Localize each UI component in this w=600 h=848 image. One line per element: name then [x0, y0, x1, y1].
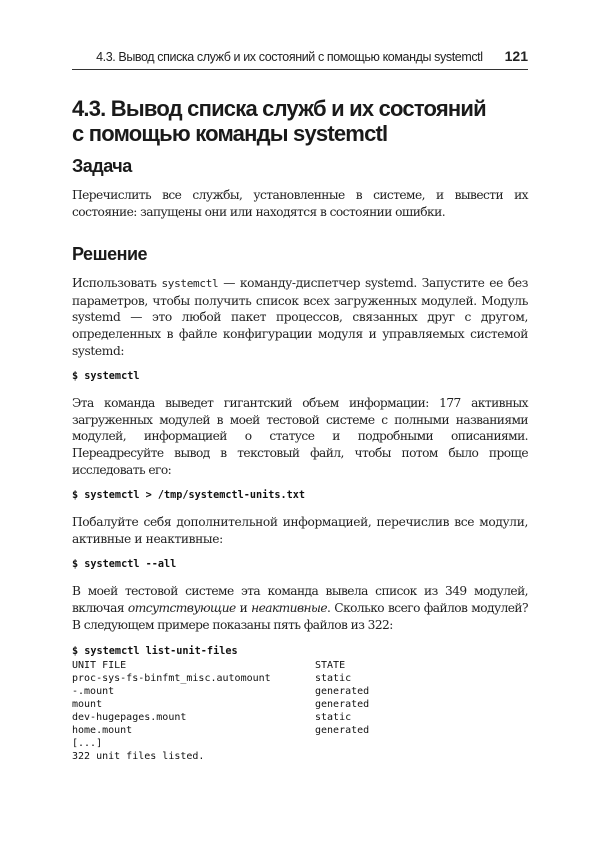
command-list-unit-files: $ systemctl list-unit-files: [72, 646, 238, 658]
table-row: [72, 672, 528, 685]
solution-paragraph-3: Побалуйте себя дополнительной информацией, перечислив все модули, активные и неактивные:: [72, 515, 528, 546]
output-footer: 322 unit files listed.: [72, 751, 205, 763]
running-title: 4.3. Вывод списка служб и их состояний с помощью команды systemctl: [96, 50, 483, 64]
p1-text-start: Использовать: [72, 276, 162, 291]
solution-paragraph-2: Эта команда выведет гигантский объем информации: 177 активных загруженных модулей в моей тестовой системе с полными названиями модулей, информацией о статусе и подробными описаниями. Переадресуйте вывод в текстовый файл, чтобы потом было проще исследовать его:: [72, 396, 528, 477]
p4-text-c: . Сколько всего файлов модулей? В следующем примере показаны пять файлов из 322:: [72, 600, 528, 632]
state-cell: static: [315, 673, 352, 685]
inline-code-systemctl: systemctl: [161, 277, 219, 291]
task-text: Перечислить все службы, установленные в системе, и вывести их состояние: запущены они или находятся в состоянии ошибки.: [72, 188, 528, 219]
section-title-line-1: 4.3. Вывод списка служб и их состояний: [72, 96, 486, 121]
p4-text-a: В моей тестовой системе эта команда вывела список из 349 модулей, включая: [72, 584, 528, 615]
header-state: STATE: [315, 660, 346, 672]
state-cell: static: [315, 712, 352, 724]
p4-text-b: и: [235, 600, 252, 615]
command-systemctl: $ systemctl: [72, 371, 140, 383]
state-cell: generated: [315, 686, 370, 698]
solution-paragraph-4: [72, 583, 528, 633]
header-unit-file: UNIT FILE: [72, 660, 127, 672]
page-content: [72, 96, 528, 763]
code-block-unit-files: [72, 645, 528, 763]
unit-file-cell: mount: [72, 699, 103, 711]
solution-heading: Решение: [72, 244, 148, 265]
running-header: [72, 48, 528, 70]
page-number: 121: [504, 48, 528, 64]
table-row: [72, 711, 528, 724]
state-cell: generated: [315, 699, 370, 711]
unit-file-cell: home.mount: [72, 725, 133, 737]
section-title: [72, 96, 528, 146]
p4-emphasis-missing: отсутствующие: [127, 600, 236, 615]
table-row: [72, 698, 528, 711]
p4-emphasis-inactive: неактивные: [251, 600, 328, 615]
table-row: [72, 685, 528, 698]
output-ellipsis: [...]: [72, 738, 103, 750]
p1-text-end: — команду-диспетчер systemd. Запустите ее без параметров, чтобы получить список всех загруженных модулей. Модуль systemd — это любой пакет процессов, связанных друг с другом, определенных в файле конфигурации модуля и управляемых системой systemd:: [72, 276, 528, 358]
command-redirect: $ systemctl > /tmp/systemctl-units.txt: [72, 490, 306, 502]
command-all: $ systemctl --all: [72, 559, 177, 571]
solution-paragraph-1: [72, 275, 528, 359]
state-cell: generated: [315, 725, 370, 737]
task-heading: Задача: [72, 156, 132, 176]
unit-file-cell: proc-sys-fs-binfmt_misc.automount: [72, 673, 271, 685]
table-row: [72, 724, 528, 737]
unit-file-cell: -.mount: [72, 686, 115, 698]
unit-file-cell: dev-hugepages.mount: [72, 712, 187, 724]
table-header-row: [72, 659, 528, 672]
section-title-line-2: с помощью команды systemctl: [72, 121, 388, 146]
